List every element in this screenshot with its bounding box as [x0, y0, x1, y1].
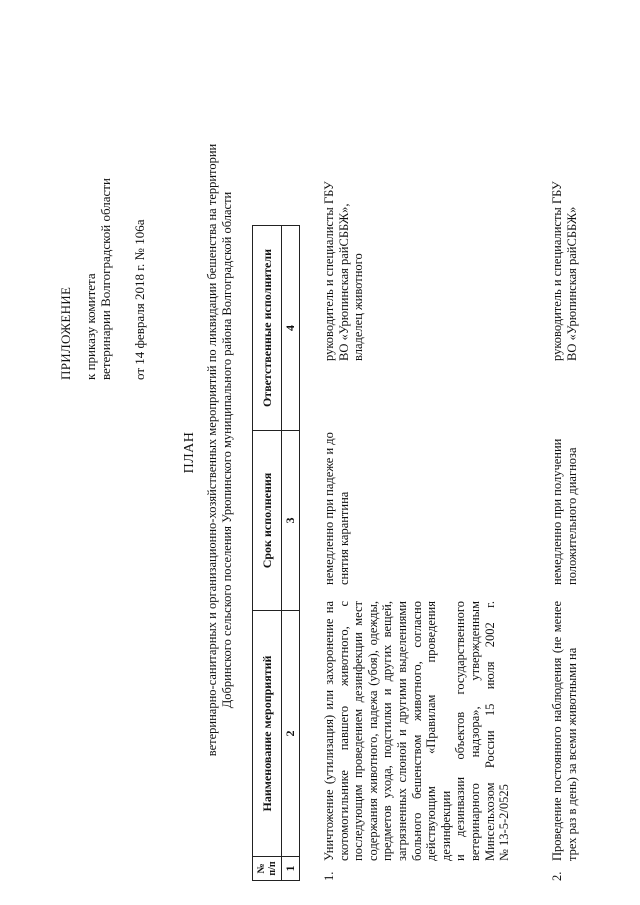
order-reference-line1: к приказу комитета	[83, 273, 98, 380]
header-name: Наименование мероприятий	[253, 611, 282, 857]
row-term	[550, 385, 579, 585]
header-executors: Ответственные исполнители	[253, 226, 282, 431]
row-exec	[550, 151, 579, 361]
header-term: Срок исполнения	[253, 431, 282, 611]
row-name-line: предметов ухода, подстилки и других вещей,	[380, 601, 395, 861]
row-name-line: Уничтожение (утилизация) или захоронение на	[322, 601, 336, 861]
row-name-line: загрязненных слюной и другими выделениями	[394, 601, 409, 861]
plan-subtitle-line1: ветеринарно-санитарных и организационно-хозяйственных мероприятий по ликвидации бешенства на территории	[205, 143, 219, 757]
colnum-2: 2	[282, 611, 300, 857]
appendix-header	[58, 178, 147, 380]
row-exec-line: владелец животного	[351, 253, 366, 361]
row-exec-line: ВО «Урюпинская райСББЖ»	[564, 206, 579, 361]
header-num: № п/п	[253, 857, 282, 881]
colnum-1: 1	[282, 857, 300, 881]
row-name-line: ветеринарного надзора», утвержденным	[467, 601, 482, 861]
plan-subtitle	[205, 35, 235, 865]
order-reference-line2: ветеринарии Волгоградской области	[98, 178, 113, 380]
table-body-rows	[322, 21, 640, 881]
row-name	[322, 601, 512, 861]
colnum-4: 4	[282, 226, 300, 431]
plan-subtitle-line2: Добринского сельского поселения Урюпинского муниципального района Волгоградской области	[220, 191, 234, 709]
row-term-line: снятия карантина	[336, 491, 351, 585]
colnum-3: 3	[282, 431, 300, 611]
row-name-line: действующим «Правилам проведения дезинфекции	[424, 601, 453, 861]
row-name-line: № 13-5-2/0525	[497, 784, 512, 861]
row-term-line: немедленно при падеже и до	[322, 432, 336, 585]
row-name-line: трех раз в день) за всеми животными на	[564, 647, 579, 861]
row-name-line: Проведение постоянного наблюдения (не менее	[550, 601, 564, 861]
row-name-line: скотомогильнике павшего животного, с	[336, 601, 351, 861]
row-term	[322, 385, 351, 585]
row-name-line: содержания животного, падежа (убоя), одежды,	[365, 601, 380, 861]
table-colnum-row	[282, 226, 300, 881]
row-name	[550, 601, 579, 861]
row-number: 1.	[322, 871, 336, 881]
row-exec-line: руководитель и специалисты ГБУ	[322, 181, 336, 361]
order-date: от 14 февраля 2018 г. № 106а	[132, 219, 147, 380]
row-name-line: последующим проведением дезинфекции мест	[351, 601, 366, 861]
row-exec	[322, 151, 366, 361]
table-header-row	[253, 226, 282, 881]
plan-table	[252, 225, 300, 881]
row-exec-line: руководитель и специалисты ГБУ	[550, 181, 564, 361]
row-name-line: Минсельхозом России 15 июля 2002 г.	[482, 601, 497, 861]
row-term-line: немедленно при получении	[550, 438, 564, 585]
plan-title: ПЛАН	[182, 431, 197, 474]
row-number: 2.	[550, 871, 564, 881]
appendix-title: ПРИЛОЖЕНИЕ	[58, 286, 73, 380]
row-name-line: больного бешенством животного, согласно	[409, 601, 424, 861]
row-term-line: положительного диагноза	[564, 447, 579, 585]
row-name-line: и дезинвазии объектов государственного	[453, 601, 468, 861]
row-exec-line: ВО «Урюпинская райСББЖ»,	[336, 203, 351, 361]
